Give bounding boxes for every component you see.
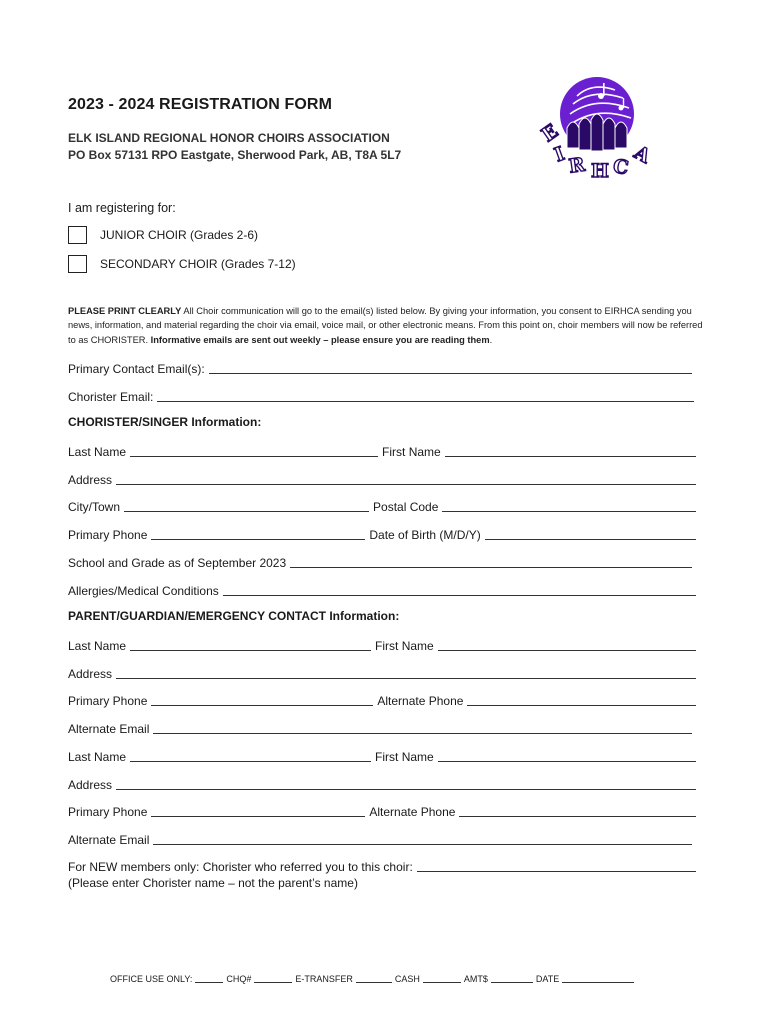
junior-choir-label: JUNIOR CHOIR (Grades 2-6) [100,228,259,242]
chorister-city-row [68,498,700,514]
office-use-label: OFFICE USE ONLY: [110,974,193,984]
office-etransfer-line[interactable] [356,974,392,983]
guardian2-phone-row [68,803,700,819]
chorister-allergies-line[interactable] [223,585,696,596]
secondary-choir-checkbox[interactable] [68,255,87,273]
chorister-email-field[interactable] [68,388,698,404]
office-date-label: DATE [535,974,560,984]
guardian2-phone-label: Primary Phone [68,805,148,819]
chorister-city-label: City/Town [68,500,121,514]
guardian2-address-label: Address [68,778,113,792]
svg-text:I: I [551,142,568,167]
guardian2-alt-email-label: Alternate Email [68,833,150,847]
office-amt-label: AMT$ [463,974,488,984]
guardian1-address-row [68,665,700,681]
primary-email-label: Primary Contact Email(s): [68,362,205,376]
chorister-first-name-label: First Name [382,445,441,459]
primary-email-field[interactable] [68,360,696,376]
chorister-city-line[interactable] [124,501,369,512]
guardian2-phone-line[interactable] [151,806,365,817]
chorister-address-label: Address [68,473,113,487]
organization-name: ELK ISLAND REGIONAL HONOR CHOIRS ASSOCIATION [68,131,390,145]
guardian1-alt-email-label: Alternate Email [68,722,150,736]
guardian1-phone-row [68,692,700,708]
guardian1-first-name-label: First Name [375,639,434,653]
organization-address: PO Box 57131 RPO Eastgate, Sherwood Park, AB, T8A 5L7 [68,148,402,162]
chorister-address-row [68,471,700,487]
guardian2-last-name-line[interactable] [130,751,371,762]
chorister-school-row [68,554,696,570]
svg-text:E: E [537,120,563,147]
chorister-dob-label: Date of Birth (M/D/Y) [369,528,481,542]
form-title: 2023 - 2024 REGISTRATION FORM [68,96,333,113]
guardian2-name-row [68,748,700,764]
referral-row [68,858,700,874]
chorister-school-line[interactable] [290,557,692,568]
guardian1-last-name-label: Last Name [68,639,127,653]
eirhca-logo [537,74,665,182]
primary-email-line[interactable] [209,363,692,374]
guardian1-address-line[interactable] [116,668,696,679]
chorister-allergies-label: Allergies/Medical Conditions [68,584,219,598]
chorister-address-line[interactable] [116,474,696,485]
junior-choir-option[interactable] [68,225,258,245]
junior-choir-checkbox[interactable] [68,226,87,244]
chorister-section-heading: CHORISTER/SINGER Information: [68,415,262,429]
referral-line[interactable] [417,861,696,872]
guardian1-alt-email-row [68,720,696,736]
office-blank-line[interactable] [195,974,223,983]
guardian2-address-line[interactable] [116,779,696,790]
consent-body: All Choir communication will go to the email(s) listed below. By giving your information, you consent to EIRHCA sending you news, information, and material regarding the choir via email, voice mail, or other electronic means. From this point on, choir members will now be referred to as CHORISTER. [68,306,703,345]
guardian1-name-row [68,637,700,653]
chorister-phone-row [68,526,700,542]
guardian1-alt-phone-label: Alternate Phone [377,694,464,708]
guardian2-last-name-label: Last Name [68,750,127,764]
chorister-last-name-label: Last Name [68,445,127,459]
guardian2-address-row [68,776,700,792]
chorister-email-line[interactable] [157,391,694,402]
registering-for-label: I am registering for: [68,201,176,215]
office-etransfer-label: E-TRANSFER [295,974,353,984]
chorister-phone-label: Primary Phone [68,528,148,542]
svg-text:C: C [611,155,631,180]
office-chq-label: CHQ# [226,974,252,984]
guardian1-last-name-line[interactable] [130,640,371,651]
office-amt-line[interactable] [491,974,533,983]
guardian1-address-label: Address [68,667,113,681]
chorister-name-row [68,443,700,459]
guardian1-alt-phone-line[interactable] [467,695,696,706]
office-date-line[interactable] [562,974,634,983]
chorister-first-name-line[interactable] [445,446,696,457]
guardian1-alt-email-line[interactable] [153,723,692,734]
weekly-emails-text: Informative emails are sent out weekly – please ensure you are reading them [150,334,490,345]
guardian2-alt-email-line[interactable] [153,834,692,845]
svg-text:R: R [567,153,587,178]
guardian2-alt-email-row [68,831,696,847]
svg-text:H: H [591,160,609,182]
guardian-section-heading: PARENT/GUARDIAN/EMERGENCY CONTACT Information: [68,609,400,623]
guardian1-phone-label: Primary Phone [68,694,148,708]
office-cash-line[interactable] [423,974,461,983]
svg-text:A: A [630,141,654,168]
chorister-postal-label: Postal Code [373,500,439,514]
office-use-row [110,974,637,984]
chorister-school-label: School and Grade as of September 2023 [68,556,287,570]
referral-hint: (Please enter Chorister name – not the parent’s name) [68,876,358,890]
print-clearly-text: PLEASE PRINT CLEARLY [68,306,182,316]
chorister-email-label: Chorister Email: [68,390,154,404]
office-chq-line[interactable] [254,974,292,983]
guardian1-phone-line[interactable] [151,695,373,706]
chorister-postal-line[interactable] [442,501,696,512]
consent-notice [68,304,708,347]
chorister-last-name-line[interactable] [130,446,378,457]
notice-end: . [489,334,493,345]
secondary-choir-label: SECONDARY CHOIR (Grades 7-12) [100,257,296,271]
chorister-dob-line[interactable] [485,529,696,540]
chorister-phone-line[interactable] [151,529,365,540]
guardian1-first-name-line[interactable] [438,640,696,651]
guardian2-alt-phone-line[interactable] [459,806,696,817]
guardian2-first-name-line[interactable] [438,751,696,762]
guardian2-first-name-label: First Name [375,750,434,764]
guardian2-alt-phone-label: Alternate Phone [369,805,456,819]
office-cash-label: CASH [394,974,420,984]
chorister-allergies-row [68,582,700,598]
secondary-choir-option[interactable] [68,254,296,274]
referral-label: For NEW members only: Chorister who referred you to this choir: [68,860,413,874]
